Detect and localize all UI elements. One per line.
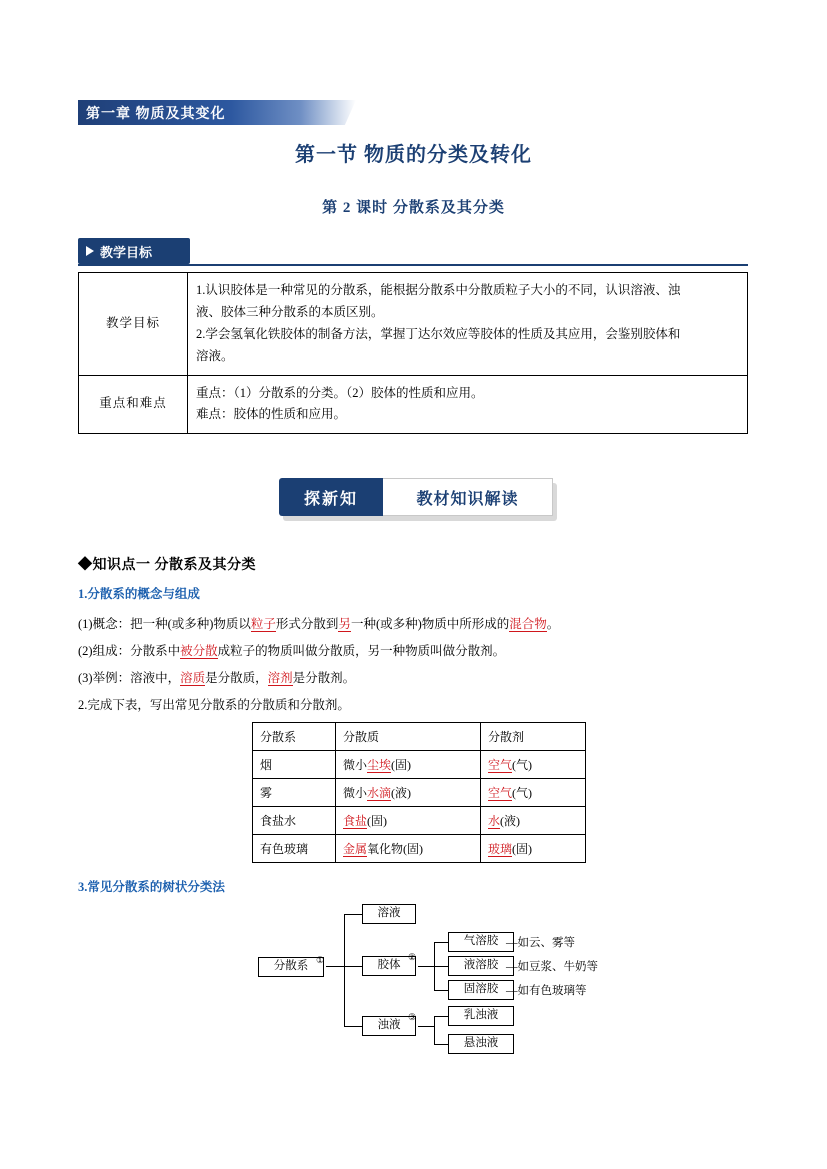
highlight-another: 另 — [338, 617, 351, 631]
knowledge-point-title: ◆知识点一 分散系及其分类 — [78, 558, 256, 573]
highlight-answer: 尘埃 — [367, 758, 392, 772]
highlight-solvent: 溶剂 — [267, 671, 293, 685]
column-header-medium: 分散剂 — [481, 723, 586, 751]
highlight-answer: 空气 — [488, 786, 513, 800]
goal-row-content — [188, 375, 748, 434]
tree-node-liquid-colloid: 液溶胶 — [448, 956, 514, 976]
tree-connector — [344, 914, 362, 915]
tree-connector — [434, 1016, 435, 1044]
table-row — [253, 835, 586, 863]
tree-example-gas-colloid: —如云、雾等 — [506, 937, 575, 949]
cell-dispersed — [336, 835, 481, 863]
subhead-concept: 1.分散系的概念与组成 — [78, 587, 200, 601]
column-header-dispersed: 分散质 — [336, 723, 481, 751]
tree-node-suspension-liquid: 悬浊液 — [448, 1034, 514, 1054]
cell-system: 烟 — [253, 751, 336, 779]
highlight-mixture: 混合物 — [509, 617, 547, 631]
text-fragment: 一种(或多种)物质中所形成的 — [350, 617, 510, 631]
table-row — [79, 273, 748, 376]
goal-line: 重点：（1）分散系的分类。（2）胶体的性质和应用。 — [196, 385, 484, 400]
cell-system: 雾 — [253, 779, 336, 807]
highlight-particle: 粒子 — [250, 617, 276, 631]
text-fragment: (3)举例：溶液中， — [78, 671, 181, 685]
goal-row-label: 教学目标 — [79, 273, 188, 376]
text-fragment: (2)组成：分散系中 — [78, 644, 181, 658]
highlight-answer: 水 — [488, 814, 501, 828]
tree-connector — [418, 966, 434, 967]
text-fragment: (气) — [512, 758, 533, 772]
table-row — [253, 751, 586, 779]
text-fragment: 是分散质， — [205, 671, 268, 685]
paragraph-table-instruction: 2.完成下表，写出常见分散系的分散质和分散剂。 — [78, 698, 350, 712]
tree-node-colloid: 胶体 — [362, 956, 416, 976]
column-header-system: 分散系 — [253, 723, 336, 751]
text-fragment: (固) — [391, 758, 412, 772]
tree-connector — [344, 914, 345, 1026]
goal-line: 液、胶体三种分散系的本质区别。 — [196, 304, 384, 319]
chapter-banner — [78, 100, 358, 126]
tree-node-solution: 溶液 — [362, 904, 416, 924]
subhead-tree-method: 3.常见分散系的树状分类法 — [78, 880, 225, 894]
tree-example-solid-colloid: —如有色玻璃等 — [506, 985, 587, 997]
text-fragment: (1)概念：把一种(或多种)物质以 — [78, 617, 251, 631]
teaching-goal-tag — [78, 238, 190, 264]
goal-line: 难点：胶体的性质和应用。 — [196, 407, 347, 422]
tree-connector — [326, 966, 344, 967]
tree-connector — [344, 1026, 362, 1027]
goal-row-label: 重点和难点 — [79, 375, 188, 434]
text-fragment: (固) — [512, 842, 533, 856]
tree-node-gas-colloid: 气溶胶 — [448, 932, 514, 952]
cell-system: 有色玻璃 — [253, 835, 336, 863]
lesson-title: 第 2 课时 分散系及其分类 — [322, 200, 505, 216]
highlight-answer: 玻璃 — [488, 842, 513, 856]
text-fragment: 成粒子的物质叫做分散质，另一种物质叫做分散剂。 — [217, 644, 506, 658]
text-fragment: 氧化物(固) — [367, 842, 424, 856]
text-fragment: 。 — [546, 617, 560, 631]
tree-example-liquid-colloid: —如豆浆、牛奶等 — [506, 961, 598, 973]
tree-node-root: 分散系 — [258, 957, 324, 977]
paragraph-example — [78, 668, 355, 688]
teaching-goal-underline — [78, 264, 748, 266]
tree-connector — [434, 1016, 448, 1017]
cell-dispersed — [336, 807, 481, 835]
text-fragment: (固) — [367, 814, 388, 828]
tree-node-emulsion: 乳浊液 — [448, 1006, 514, 1026]
explore-banner-left: 探新知 — [279, 478, 383, 516]
teaching-goal-tag-label: 教学目标 — [100, 244, 153, 260]
highlight-solute: 溶质 — [180, 671, 206, 685]
tree-node-solid-colloid: 固溶胶 — [448, 980, 514, 1000]
text-fragment: (气) — [512, 786, 533, 800]
table-header-row — [253, 723, 586, 751]
tree-connector — [434, 990, 448, 991]
cell-medium — [481, 779, 586, 807]
tree-mark-2: ② — [408, 952, 417, 962]
tree-node-suspension: 浊液 — [362, 1016, 416, 1036]
cell-medium — [481, 835, 586, 863]
explore-banner-right: 教材知识解读 — [383, 478, 553, 516]
cell-dispersed — [336, 779, 481, 807]
table-row — [79, 375, 748, 434]
cell-system: 食盐水 — [253, 807, 336, 835]
table-row — [253, 807, 586, 835]
cell-dispersed — [336, 751, 481, 779]
paragraph-concept — [78, 614, 559, 634]
text-fragment: 形式分散到 — [275, 617, 339, 631]
paragraph-composition — [78, 641, 505, 661]
text-fragment: 微小 — [343, 786, 368, 800]
highlight-answer: 空气 — [488, 758, 513, 772]
tree-mark-1: ① — [316, 955, 325, 965]
table-row — [253, 779, 586, 807]
tree-connector — [418, 1026, 434, 1027]
chapter-label: 第一章 物质及其变化 — [86, 107, 226, 122]
goal-line: 1.认识胶体是一种常见的分散系，能根据分散系中分散质粒子大小的不同，认识溶液、浊 — [196, 283, 681, 297]
teaching-goal-table — [78, 272, 748, 434]
goal-row-content — [188, 273, 748, 376]
play-triangle-icon — [86, 246, 94, 256]
goal-line: 溶液。 — [196, 348, 234, 363]
dispersion-table — [252, 722, 586, 863]
text-fragment: 微小 — [343, 758, 368, 772]
highlight-dispersed: 被分散 — [180, 644, 218, 658]
tree-connector — [434, 1044, 448, 1045]
highlight-answer: 金属 — [343, 842, 368, 856]
cell-medium — [481, 751, 586, 779]
tree-connector — [434, 966, 448, 967]
tree-mark-3: ③ — [408, 1012, 417, 1022]
cell-medium — [481, 807, 586, 835]
highlight-answer: 食盐 — [343, 814, 368, 828]
tree-diagram — [250, 900, 650, 1070]
section-title: 第一节 物质的分类及转化 — [295, 144, 532, 166]
highlight-answer: 水滴 — [367, 786, 392, 800]
tree-connector — [344, 966, 362, 967]
tree-connector — [434, 942, 448, 943]
explore-banner — [279, 478, 557, 518]
text-fragment: (液) — [391, 786, 412, 800]
text-fragment: (液) — [500, 814, 521, 828]
text-fragment: 是分散剂。 — [292, 671, 356, 685]
goal-line: 2.学会氢氧化铁胶体的制备方法，掌握丁达尔效应等胶体的性质及其应用，会鉴别胶体和 — [196, 326, 681, 341]
